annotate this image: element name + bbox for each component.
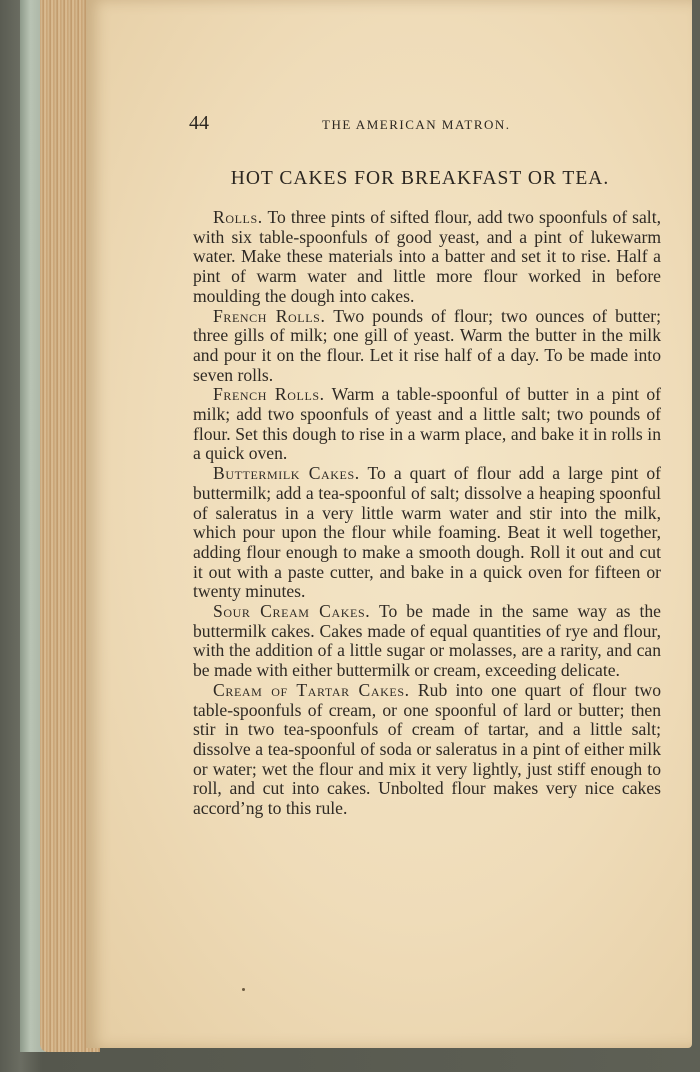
recipe-title: Cream of Tartar Cakes. [213, 679, 410, 700]
recipe-text-body [193, 208, 661, 819]
recipe-title: Sour Cream Cakes. [213, 601, 371, 622]
recipe-title: French Rolls. [213, 305, 326, 326]
recipe-text: Two pounds of flour; two ounces of butter; three gills of milk; one gill of yeast. Warm the butter in the milk and pour it on the flour. Let it rise half of a day. To be made into seven rolls. [193, 305, 661, 385]
recipe-paragraph [193, 208, 661, 307]
recipe-paragraph [193, 307, 661, 386]
recipe-title: Rolls. [213, 207, 263, 227]
recipe-text: To three pints of sifted flour, add two spoonfuls of salt, with six table-spoonfuls of good yeast, and a pint of lukewarm water. Make these materials into a batter and set it to rise. Half a pint of warm water and little more flour worked in before moulding the dough into cakes. [193, 207, 661, 306]
page-number: 44 [189, 112, 209, 134]
running-head [100, 112, 660, 140]
recipe-title: Buttermilk Cakes. [213, 463, 360, 484]
recipe-paragraph [193, 681, 661, 819]
recipe-paragraph [193, 602, 661, 681]
recipe-text: To be made in the same way as the buttermilk cakes. Cakes made of equal quantities of rye and flour, with the addition of a little sugar or molasses, are a rarity, and can be made with either buttermilk or cream, exceeding delicate. [193, 601, 661, 681]
recipe-text: Warm a table-spoonful of butter in a pint of milk; add two spoonfuls of yeast and a little salt; two pounds of flour. Set this dough to rise in a warm place, and bake it in rolls in a quick oven. [193, 384, 661, 464]
recipe-title: French Rolls. [213, 384, 325, 405]
recipe-text: To a quart of flour add a large pint of buttermilk; add a tea-spoonful of salt; dissolve a heaping spoonful of saleratus in a very little warm water and stir into the milk, which pour upon the flour while foaming. Beat it well together, adding flour enough to make a smooth dough. Roll it out and cut it out with a paste cutter, and bake in a quick oven for fifteen or twenty minutes. [193, 463, 661, 602]
ink-speck [242, 988, 245, 991]
recipe-text: Rub into one quart of flour two table-spoonfuls of cream, or one spoonful of lard or butter; then stir in two tea-spoonfuls of cream of tartar, and a little salt; dissolve a tea-spoonful of soda or saleratus in a pint of either milk or water; wet the flour and mix it very lightly, just stiff enough to roll, and cut into cakes. Unbolted flour makes very nice cakes accord’ng to this rule. [193, 679, 661, 819]
recipe-paragraph [193, 464, 661, 602]
recipe-paragraph [193, 385, 661, 464]
section-title: HOT CAKES FOR BREAKFAST OR TEA. [230, 168, 610, 189]
running-title: THE AMERICAN MATRON. [322, 117, 511, 132]
